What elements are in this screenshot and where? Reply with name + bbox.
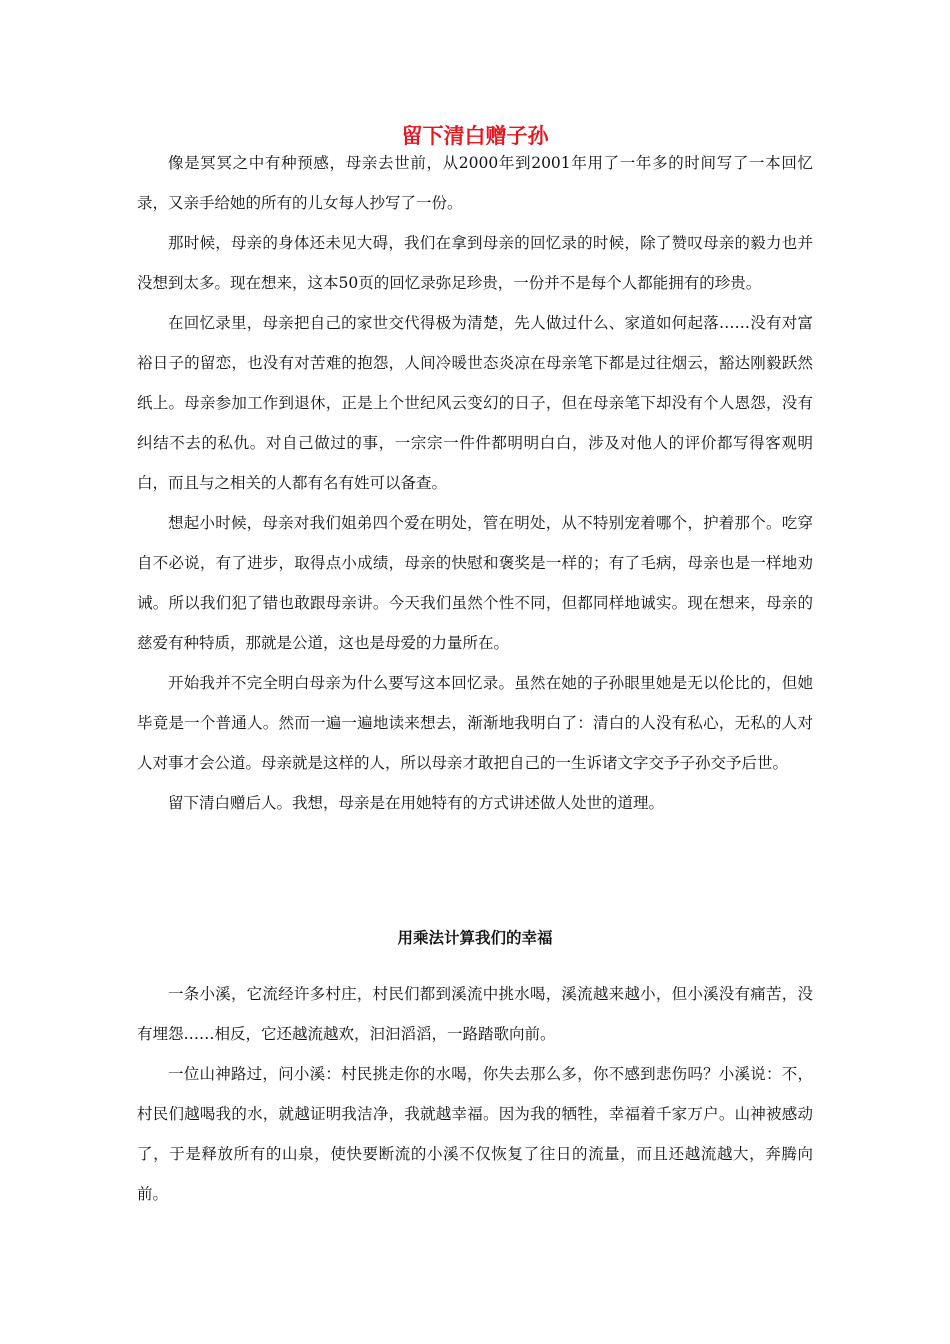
paragraph: 一条小溪，它流经许多村庄，村民们都到溪流中挑水喝，溪流越来越小，但小溪没有痛苦，没有埋怨……相反，它还越流越欢，汩汩滔滔，一路踏歌向前。 (137, 985, 813, 1043)
paragraph: 像是冥冥之中有种预感，母亲去世前，从2000年到2001年用了一年多的时间写了一本回忆录，又亲手给她的所有的儿女每人抄写了一份。 (137, 154, 813, 212)
article-body (137, 143, 813, 823)
second-article-title: 用乘法计算我们的幸福 (397, 928, 553, 947)
paragraph: 在回忆录里，母亲把自己的家世交代得极为清楚，先人做过什么、家道如何起落……没有对富裕日子的留恋，也没有对苦难的抱怨，人间冷暖世态炎凉在母亲笔下都是过往烟云，豁达刚毅跃然纸上。母亲参加工作到退休，正是上个世纪风云变幻的日子，但在母亲笔下却没有个人恩怨，没有纠结不去的私仇。对自己做过的事，一宗宗一件件都明明白白，涉及对他人的评价都写得客观明白，而且与之相关的人都有名有姓可以备查。 (137, 314, 813, 492)
paragraph: 想起小时候，母亲对我们姐弟四个爱在明处，管在明处，从不特别宠着哪个，护着那个。吃穿自不必说，有了进步，取得点小成绩，母亲的快慰和褒奖是一样的；有了毛病，母亲也是一样地劝诫。所以我们犯了错也敢跟母亲讲。今天我们虽然个性不同，但都同样地诚实。现在想来，母亲的慈爱有种特质，那就是公道，这也是母爱的力量所在。 (137, 514, 813, 652)
paragraph: 留下清白赠后人。我想，母亲是在用她特有的方式讲述做人处世的道理。 (168, 794, 665, 812)
paragraph: 一位山神路过，问小溪：村民挑走你的水喝，你失去那么多，你不感到悲伤吗？小溪说：不，村民们越喝我的水，就越证明我洁净，我就越幸福。因为我的牺牲，幸福着千家万户。山神被感动了，于是释放所有的山泉，使快要断流的小溪不仅恢复了往日的流量，而且还越流越大，奔腾向前。 (137, 1065, 813, 1203)
paragraph: 那时候，母亲的身体还未见大碍，我们在拿到母亲的回忆录的时候，除了赞叹母亲的毅力也并没想到太多。现在想来，这本50页的回忆录弥足珍贵，一份并不是每个人都能拥有的珍贵。 (137, 234, 813, 292)
paragraph: 开始我并不完全明白母亲为什么要写这本回忆录。虽然在她的子孙眼里她是无以伦比的，但她毕竟是一个普通人。然而一遍一遍地读来想去，渐渐地我明白了：清白的人没有私心，无私的人对人对事才会公道。母亲就是这样的人，所以母亲才敢把自己的一生诉诸文字交予子孙交予后世。 (137, 674, 813, 772)
article-title: 留下清白赠子孙 (401, 124, 549, 148)
second-article-body (137, 974, 813, 1214)
